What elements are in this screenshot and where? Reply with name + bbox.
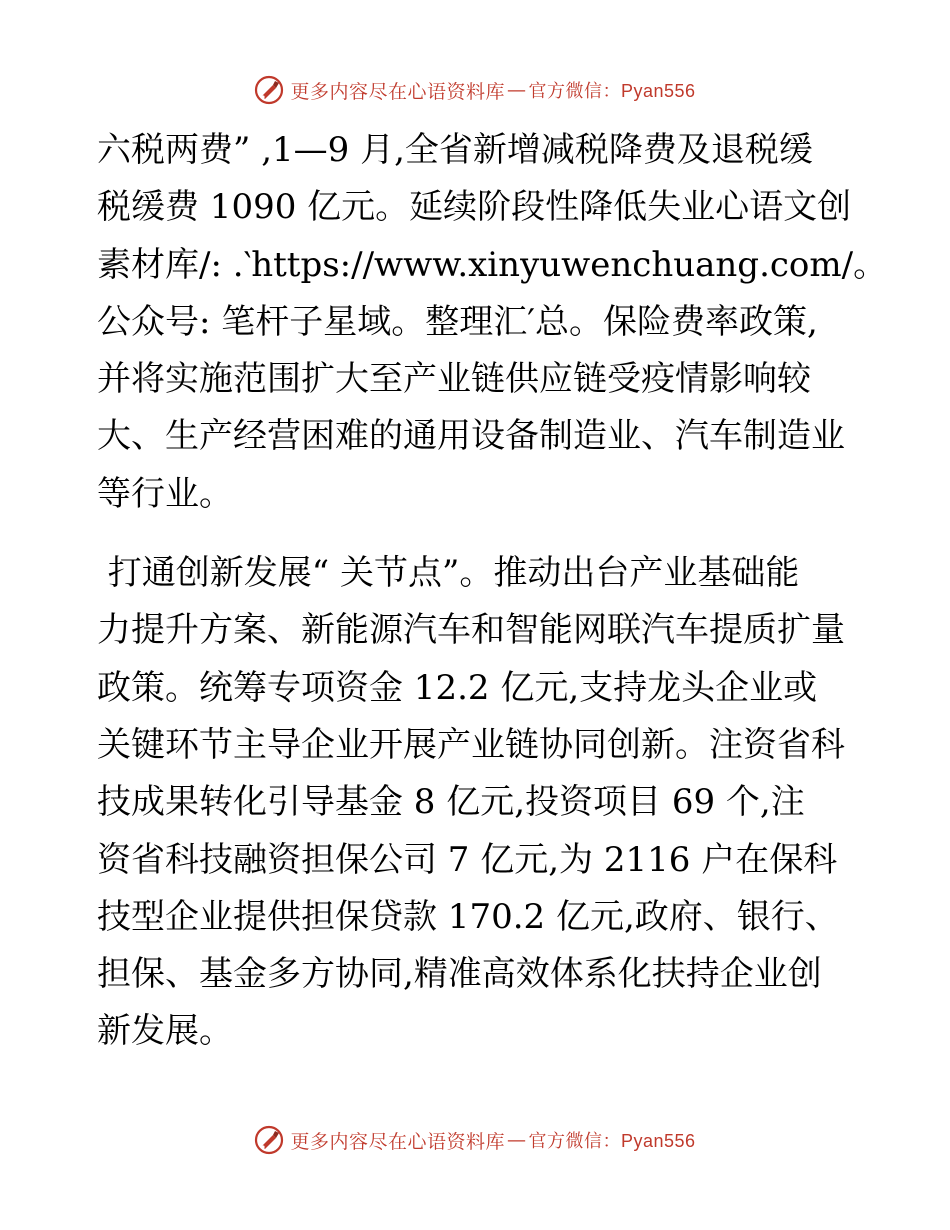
paragraph-1	[97, 122, 888, 523]
text-line: 打通创新发展“ 关节点”。推动出台产业基础能	[97, 553, 800, 594]
text-line: 资省科技融资担保公司 7 亿元,为 2116 户在保科	[97, 839, 838, 880]
text-line: 担保、基金多方协同,精准高效体系化扶持企业创	[97, 954, 822, 995]
pen-logo-icon	[254, 1125, 284, 1155]
header-banner-separator: —	[506, 79, 527, 101]
footer-banner-separator: —	[506, 1129, 527, 1151]
text-line: 并将实施范围扩大至产业链供应链受疫情影响较	[97, 359, 811, 400]
footer-banner	[0, 1120, 950, 1160]
text-line: 技成果转化引导基金 8 亿元,投资项目 69 个,注	[97, 782, 805, 823]
header-banner-wechat: 官方微信：Pyan556	[528, 81, 696, 101]
footer-banner-wechat: 官方微信：Pyan556	[528, 1131, 696, 1151]
paragraph-gap	[97, 523, 857, 545]
text-line: 政策。统筹专项资金 12.2 亿元,支持龙头企业或	[97, 667, 818, 708]
text-line: 等行业。	[97, 473, 233, 514]
text-line: 力提升方案、新能源汽车和智能网联汽车提质扩量	[97, 610, 845, 651]
text-line: 六税两费” ,1—9 月,全省新增减税降费及退税缓	[97, 130, 813, 170]
text-line: 税缓费 1090 亿元。延续阶段性降低失业心语文创	[97, 187, 852, 228]
footer-banner-text: 更多内容尽在心语资料库	[290, 1130, 505, 1153]
text-line: 公众号: 笔杆子星域。整理汇′总。保险费率政策,	[97, 301, 818, 342]
text-line: 技型企业提供担保贷款 170.2 亿元,政府、银行、	[97, 896, 839, 937]
text-line: 关键环节主导企业开展产业链协同创新。注资省科	[97, 724, 845, 765]
paragraph-2	[97, 545, 857, 1061]
text-line: 大、生产经营困难的通用设备制造业、汽车制造业	[97, 416, 845, 457]
pen-logo-icon	[254, 75, 284, 105]
document-body	[97, 122, 888, 1061]
header-banner-text: 更多内容尽在心语资料库	[290, 80, 505, 103]
text-line: 新发展。	[97, 1011, 233, 1052]
text-line: 素材库/: .‵https://www.xinyuwenchuang.com/。	[97, 244, 888, 285]
header-banner	[0, 70, 950, 110]
